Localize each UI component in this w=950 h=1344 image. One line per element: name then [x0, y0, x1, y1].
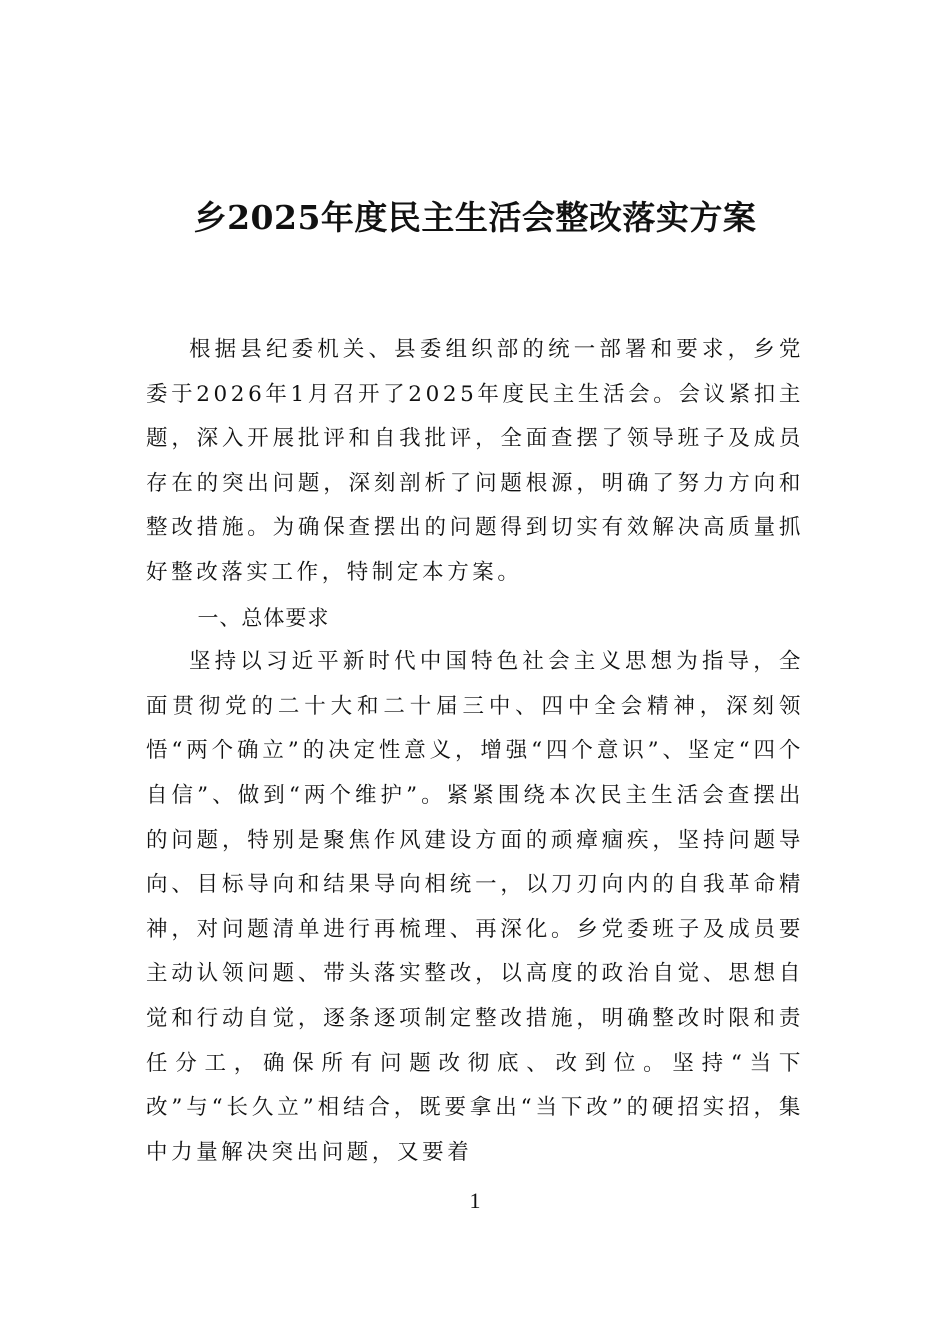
intro-paragraph: 根据县纪委机关、县委组织部的统一部署和要求，乡党委于2026年1月召开了2025年度民主生活会。会议紧扣主题，深入开展批评和自我批评，全面查摆了领导班子及成员存在的突出问题，深刻剖析了问题根源，明确了努力方向和整改措施。为确保查摆出的问题得到切实有效解决高质量抓好整改落实工作，特制定本方案。 — [146, 337, 804, 585]
section-heading-general-requirements: 一、总体要求 — [197, 605, 330, 630]
general-requirements-paragraph: 坚持以习近平新时代中国特色社会主义思想为指导，全面贯彻党的二十大和二十届三中、四中全会精神，深刻领悟“两个确立”的决定性意义，增强“四个意识”、坚定“四个自信”、做到“两个维护”。紧紧围绕本次民主生活会查摆出的问题，特别是聚焦作风建设方面的顽瘴痼疾，坚持问题导向、目标导向和结果导向相统一，以刀刃向内的自我革命精神，对问题清单进行再梳理、再深化。乡党委班子及成员要主动认领问题、带头落实整改，以高度的政治自觉、思想自觉和行动自觉，逐条逐项制定整改措施，明确整改时限和责任分工，确保所有问题改彻底、改到位。坚持“当下改”与“长久立”相结合，既要拿出“当下改”的硬招实招，集中力量解决突出问题，又要着 — [146, 649, 804, 1165]
document-title: 乡2025年度民主生活会整改落实方案 — [193, 198, 757, 237]
document-body — [146, 328, 804, 1175]
page-number: 1 — [469, 1188, 481, 1213]
